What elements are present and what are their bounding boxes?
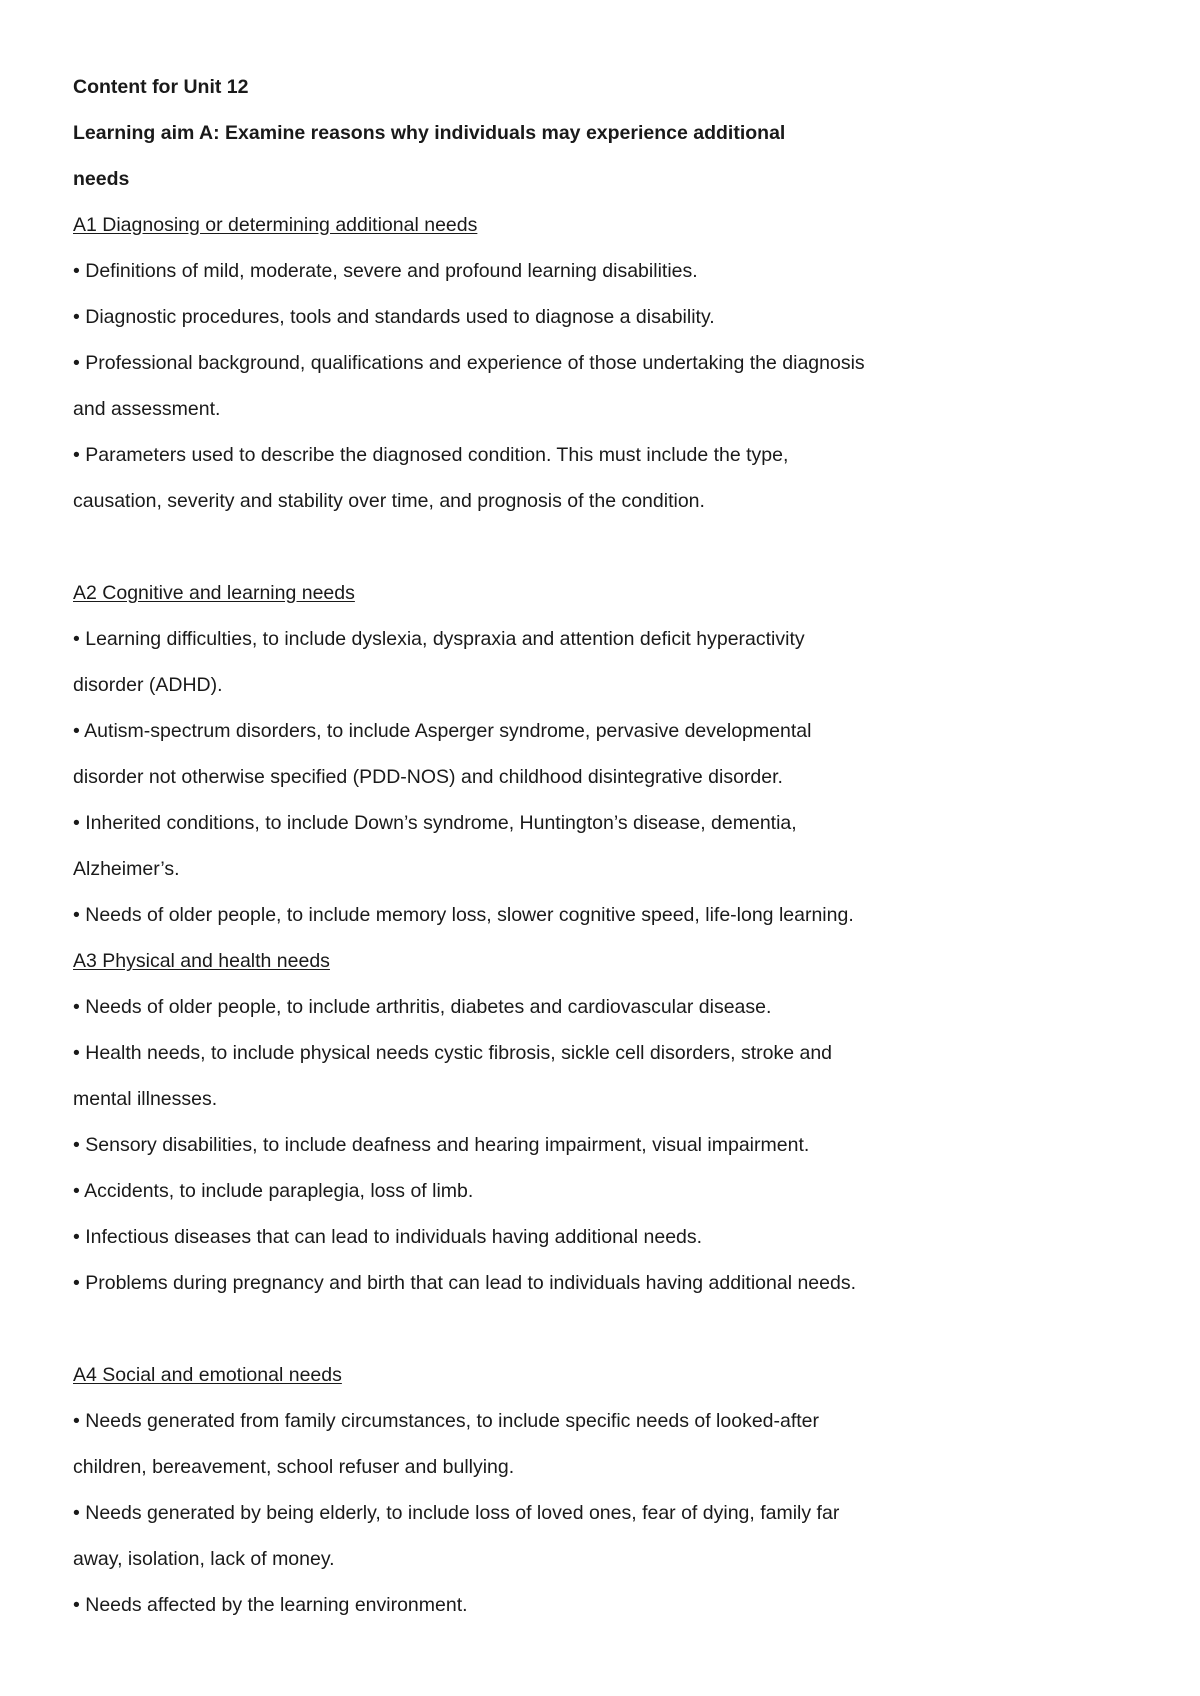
bullet-item: • Definitions of mild, moderate, severe and profound learning disabilities. <box>73 260 698 282</box>
learning-aim-heading-cont: needs <box>73 168 130 190</box>
bullet-item-cont: mental illnesses. <box>73 1088 218 1110</box>
section-heading-a4: A4 Social and emotional needs <box>73 1364 342 1386</box>
bullet-item: • Infectious diseases that can lead to individuals having additional needs. <box>73 1226 703 1248</box>
document-title: Content for Unit 12 <box>73 76 249 98</box>
bullet-item: • Accidents, to include paraplegia, loss of limb. <box>73 1180 474 1202</box>
bullet-item-cont: disorder (ADHD). <box>73 674 223 696</box>
bullet-item-cont: Alzheimer’s. <box>73 858 180 880</box>
bullet-item-cont: causation, severity and stability over time, and prognosis of the condition. <box>73 490 705 512</box>
bullet-item: • Diagnostic procedures, tools and standards used to diagnose a disability. <box>73 306 715 328</box>
bullet-item: • Needs affected by the learning environment. <box>73 1594 468 1616</box>
section-heading-a2: A2 Cognitive and learning needs <box>73 582 355 604</box>
bullet-item: • Learning difficulties, to include dyslexia, dyspraxia and attention deficit hyperactivity <box>73 628 805 650</box>
bullet-item: • Problems during pregnancy and birth that can lead to individuals having additional needs. <box>73 1272 856 1294</box>
bullet-item: • Needs generated from family circumstances, to include specific needs of looked-after <box>73 1410 820 1432</box>
section-heading-a3: A3 Physical and health needs <box>73 950 330 972</box>
bullet-item: • Health needs, to include physical needs cystic fibrosis, sickle cell disorders, stroke and <box>73 1042 833 1064</box>
bullet-item: • Professional background, qualifications and experience of those undertaking the diagnosis <box>73 352 865 374</box>
bullet-item: • Sensory disabilities, to include deafness and hearing impairment, visual impairment. <box>73 1134 810 1156</box>
bullet-item-cont: and assessment. <box>73 398 221 420</box>
bullet-item-cont: away, isolation, lack of money. <box>73 1548 335 1570</box>
section-heading-a1: A1 Diagnosing or determining additional needs <box>73 214 478 236</box>
learning-aim-heading: Learning aim A: Examine reasons why individuals may experience additional <box>73 122 786 144</box>
bullet-item: • Needs generated by being elderly, to include loss of loved ones, fear of dying, family far <box>73 1502 840 1524</box>
bullet-item: • Autism-spectrum disorders, to include Asperger syndrome, pervasive developmental <box>73 720 812 742</box>
bullet-item: • Needs of older people, to include memory loss, slower cognitive speed, life-long learning. <box>73 904 854 926</box>
bullet-item: • Parameters used to describe the diagnosed condition. This must include the type, <box>73 444 789 466</box>
bullet-item: • Needs of older people, to include arthritis, diabetes and cardiovascular disease. <box>73 996 772 1018</box>
bullet-item-cont: children, bereavement, school refuser and bullying. <box>73 1456 515 1478</box>
bullet-item-cont: disorder not otherwise specified (PDD-NOS) and childhood disintegrative disorder. <box>73 766 783 788</box>
bullet-item: • Inherited conditions, to include Down’s syndrome, Huntington’s disease, dementia, <box>73 812 797 834</box>
